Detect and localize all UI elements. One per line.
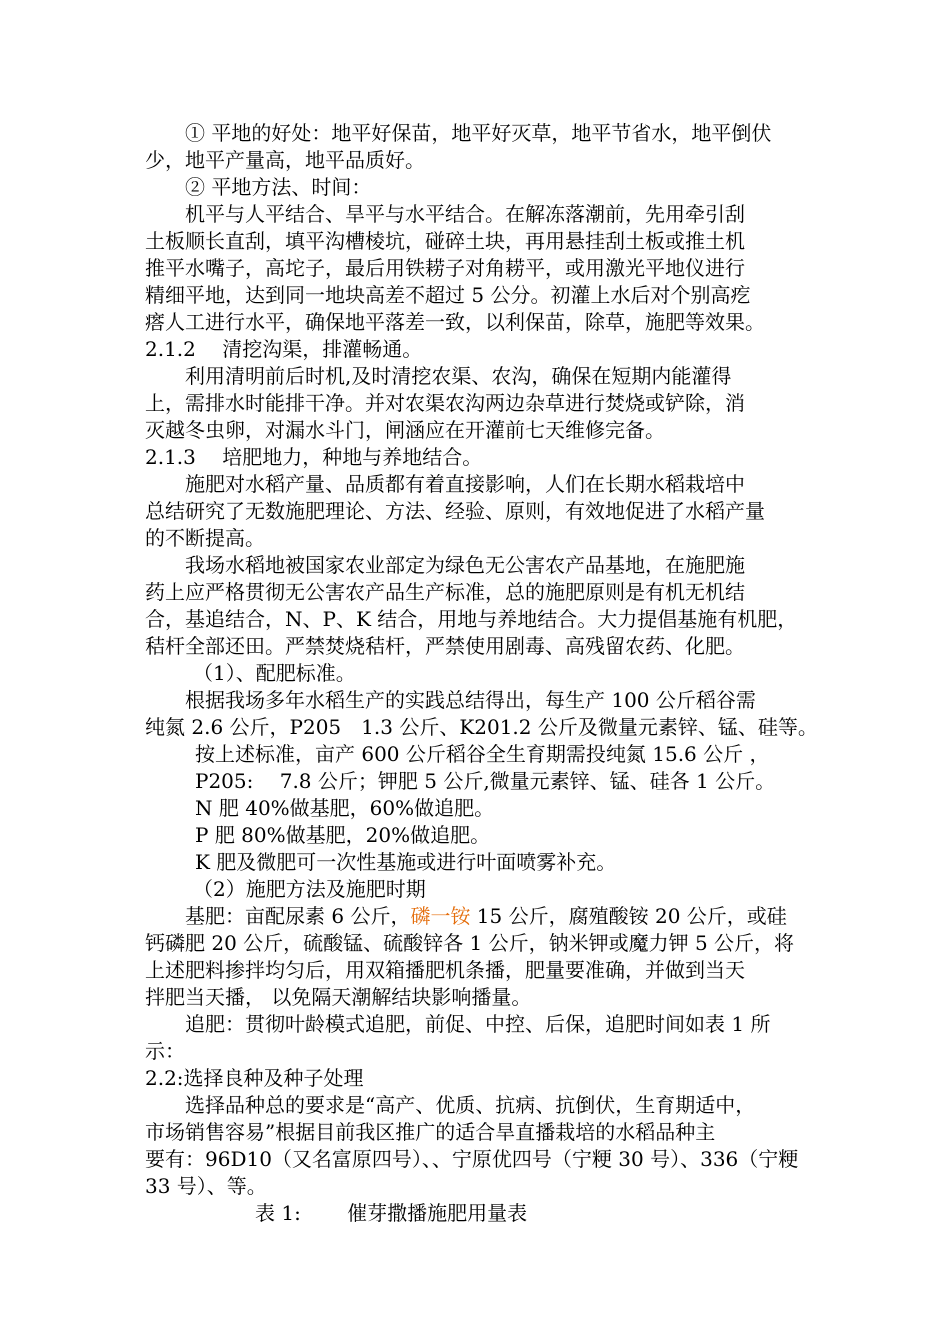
text-line: 33 号）、等。	[145, 1174, 267, 1198]
text-line: 秸杆全部还田。严禁焚烧秸杆，严禁使用剧毒、高残留农药、化肥。	[145, 634, 745, 658]
document-body	[145, 120, 818, 1227]
text-line: 瘩人工进行水平，确保地平落差一致，以利保苗，除草，施肥等效果。	[145, 310, 765, 334]
subsection-heading: （1）、配肥标准。	[193, 661, 356, 685]
text-line: 利用清明前后时机,及时清挖农渠、农沟，确保在短期内能灌得	[185, 364, 732, 388]
text-line: 钙磷肥 20 公斤，硫酸锰、硫酸锌各 1 公斤，钠米钾或魔力钾 5 公斤，将	[145, 931, 795, 955]
text-line: 机平与人平结合、旱平与水平结合。在解冻落潮前，先用牵引刮	[185, 202, 745, 226]
text-line: 我场水稻地被国家农业部定为绿色无公害农产品基地，在施肥施	[185, 553, 745, 577]
text-line: 精细平地，达到同一地块高差不超过 5 公分。初灌上水后对个别高疙	[145, 283, 751, 307]
subsection-heading: （2）施肥方法及施肥时期	[193, 877, 426, 901]
text-line: 追肥：贯彻叶龄模式追肥，前促、中控、后保，追肥时间如表 1 所	[185, 1012, 771, 1036]
text-line: 总结研究了无数施肥理论、方法、经验、原则，有效地促进了水稻产量	[145, 499, 765, 523]
text-line: K 肥及微肥可一次性基施或进行叶面喷雾补充。	[195, 850, 617, 874]
text-line: ① 平地的好处：地平好保苗，地平好灭草，地平节省水，地平倒伏	[185, 121, 772, 145]
text-line: 拌肥当天播， 以免隔天潮解结块影响播量。	[145, 985, 532, 1009]
text-line: 纯氮 2.6 公斤，P205 1.3 公斤、K201.2 公斤及微量元素锌、锰、硅等。	[145, 715, 818, 739]
text-line: 按上述标准，亩产 600 公斤稻谷全生育期需投纯氮 15.6 公斤 ，	[195, 742, 770, 766]
text-line: 灭越冬虫卵，对漏水斗门，闸涵应在开灌前七天维修完备。	[145, 418, 665, 442]
text-line	[145, 903, 815, 930]
text-line: 合，基追结合，N、P、K 结合，用地与养地结合。大力提倡基施有机肥，	[145, 607, 798, 631]
section-heading: 2.2:选择良种及种子处理	[145, 1066, 364, 1090]
text-line: 示：	[145, 1039, 185, 1063]
text-line: 推平水嘴子，高坨子，最后用铁耢子对角耢平，或用激光平地仪进行	[145, 256, 745, 280]
text-line: ② 平地方法、时间：	[185, 175, 372, 199]
highlighted-term: 磷一铵	[410, 904, 471, 928]
text-line: 市场销售容易”根据目前我区推广的适合旱直播栽培的水稻品种主	[145, 1120, 716, 1144]
text-line: 药上应严格贯彻无公害农产品生产标准，总的施肥原则是有机无机结	[145, 580, 745, 604]
section-heading: 2.1.3 培肥地力，种地与养地结合。	[145, 445, 483, 469]
text-line: 根据我场多年水稻生产的实践总结得出，每生产 100 公斤稻谷需	[185, 688, 756, 712]
text-line: 上述肥料掺拌均匀后，用双箱播肥机条播，肥量要准确，并做到当天	[145, 958, 745, 982]
text-line: 土板顺长直刮，填平沟槽棱坑，碰碎土块，再用悬挂刮土板或推土机	[145, 229, 745, 253]
text-segment: 基肥：亩配尿素 6 公斤，	[185, 904, 411, 928]
text-line: N 肥 40%做基肥，60%做追肥。	[195, 796, 495, 820]
text-line: 的不断提高。	[145, 526, 265, 550]
text-line: 选择品种总的要求是“高产、优质、抗病、抗倒伏，生育期适中，	[185, 1093, 756, 1117]
text-segment: 15 公斤，腐殖酸铵 20 公斤，或硅	[470, 904, 787, 928]
table-caption: 表 1: 催芽撒播施肥用量表	[255, 1201, 528, 1225]
text-line: P205: 7.8 公斤；钾肥 5 公斤,微量元素锌、锰、硅各 1 公斤。	[195, 769, 776, 793]
text-line: 上，需排水时能排干净。并对农渠农沟两边杂草进行焚烧或铲除，消	[145, 391, 745, 415]
section-heading: 2.1.2 清挖沟渠，排灌畅通。	[145, 337, 423, 361]
text-line: 施肥对水稻产量、品质都有着直接影响，人们在长期水稻栽培中	[185, 472, 745, 496]
text-line: 少，地平产量高，地平品质好。	[145, 148, 425, 172]
text-line: P 肥 80%做基肥，20%做追肥。	[195, 823, 491, 847]
text-line: 要有：96D10（又名富原四号）、、宁原优四号（宁粳 30 号）、336（宁粳	[145, 1147, 799, 1171]
